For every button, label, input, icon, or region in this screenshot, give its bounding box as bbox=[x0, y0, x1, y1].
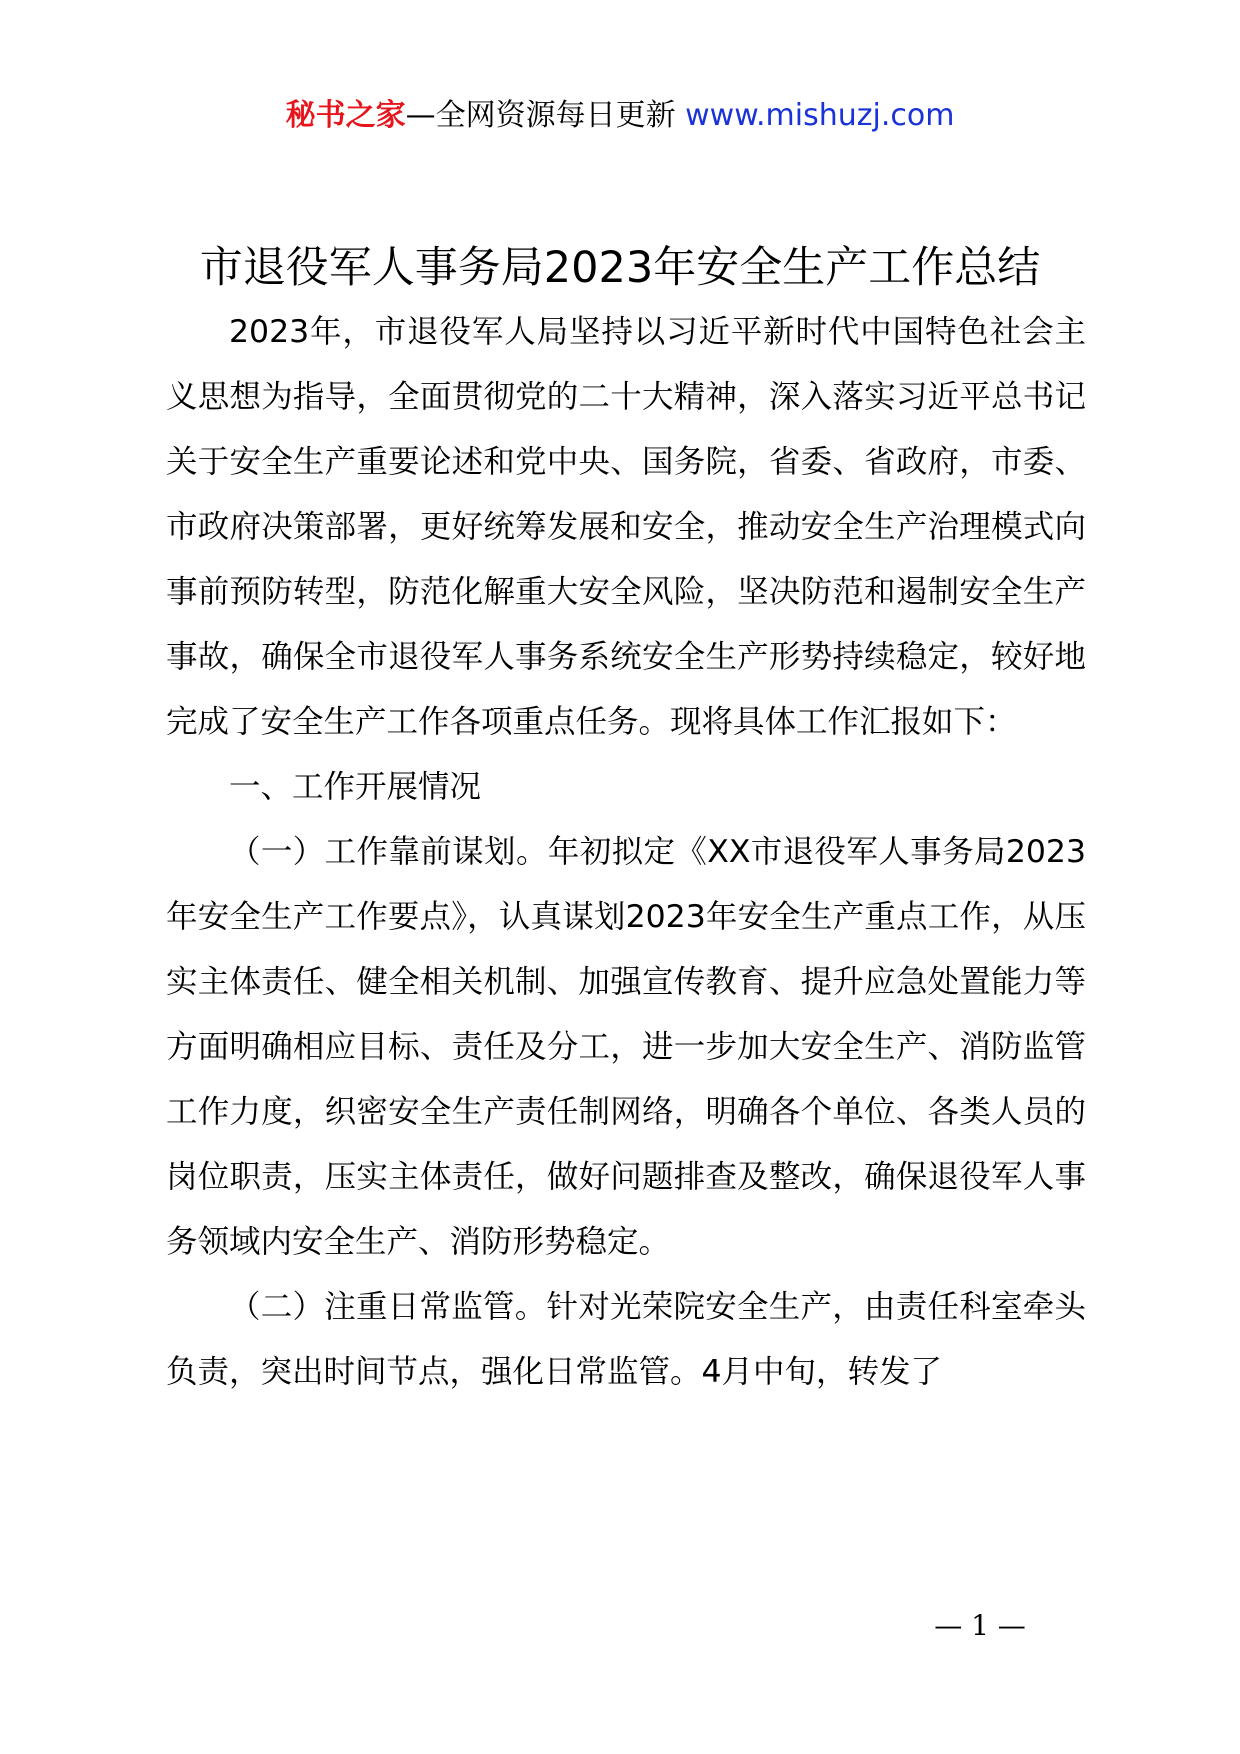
header-url[interactable]: www.mishuzj.com bbox=[685, 98, 955, 133]
paragraph-planning: （一）工作靠前谋划。年初拟定《XX市退役军人事务局2023年安全生产工作要点》，认真谋划2023年安全生产重点工作，从压实主体责任、健全相关机制、加强宣传教育、提升应急处置能力等方面明确相应目标、责任及分工，进一步加大安全生产、消防监管工作力度，织密安全生产责任制网络，明确各个单位、各类人员的岗位职责，压实主体责任，做好问题排查及整改，确保退役军人事务领域内安全生产、消防形势稳定。 bbox=[166, 834, 1086, 1260]
page-number: — 1 — bbox=[934, 1609, 1026, 1642]
document-body bbox=[166, 300, 1086, 1405]
paragraph-supervision: （二）注重日常监管。针对光荣院安全生产，由责任科室牵头负责，突出时间节点，强化日常监管。4月中旬，转发了 bbox=[166, 1289, 1086, 1390]
section-heading-1: 一、工作开展情况 bbox=[229, 769, 482, 805]
paragraph-intro: 2023年，市退役军人局坚持以习近平新时代中国特色社会主义思想为指导，全面贯彻党的二十大精神，深入落实习近平总书记关于安全生产重要论述和党中央、国务院，省委、省政府，市委、市政府决策部署，更好统筹发展和安全，推动安全生产治理模式向事前预防转型，防范化解重大安全风险，坚决防范和遏制安全生产事故，确保全市退役军人事务系统安全生产形势持续稳定，较好地完成了安全生产工作各项重点任务。现将具体工作汇报如下： bbox=[166, 314, 1086, 740]
site-header bbox=[0, 96, 1240, 136]
header-tagline: —全网资源每日更新 bbox=[405, 98, 676, 133]
brand-name: 秘书之家 bbox=[285, 98, 406, 133]
document-title: 市退役军人事务局2023年安全生产工作总结 bbox=[199, 243, 1041, 293]
